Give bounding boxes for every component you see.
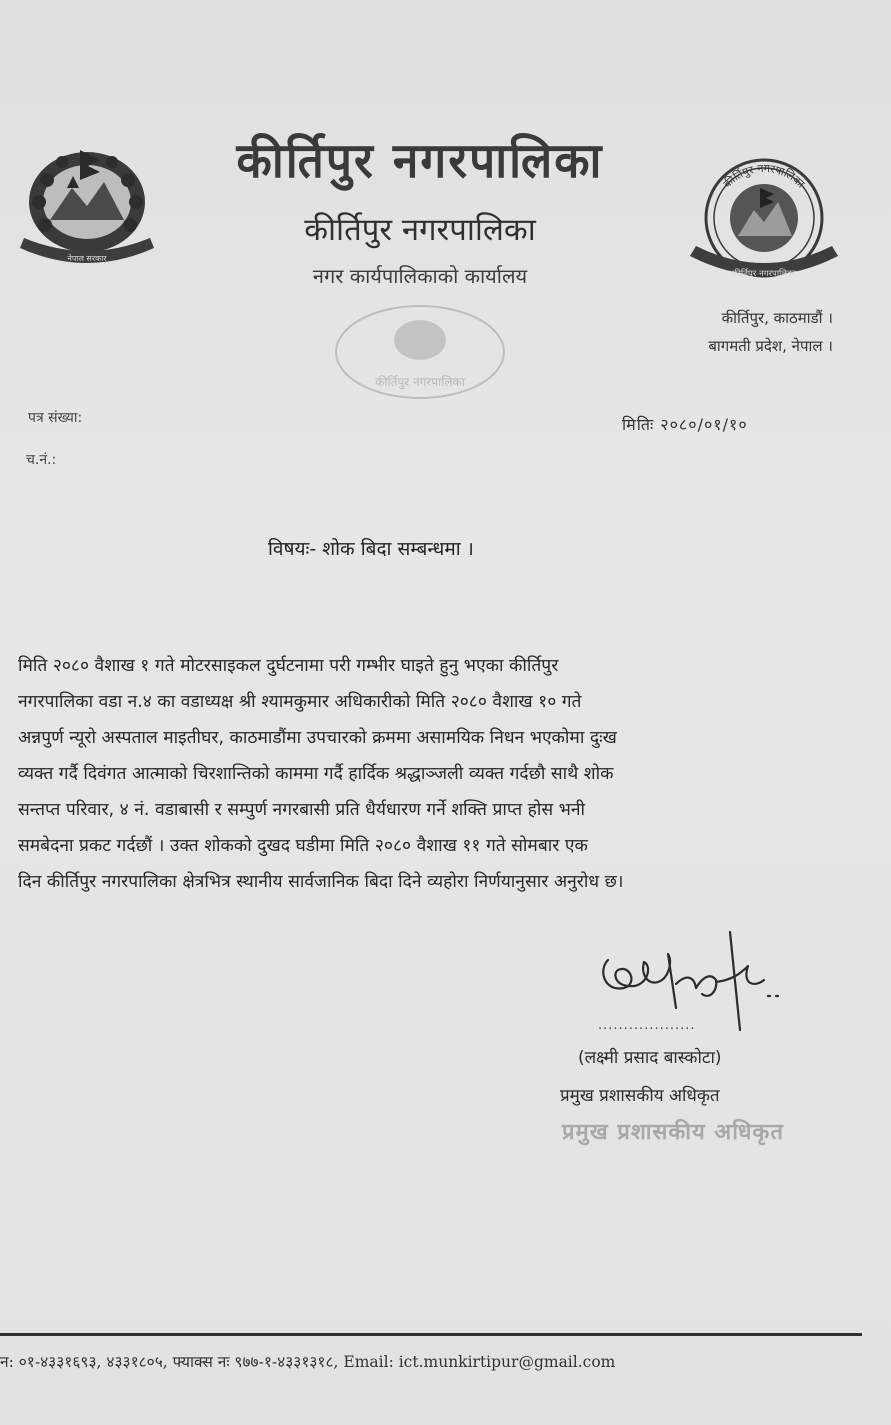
body-line: व्यक्त गर्दै दिवंगत आत्माको चिरशान्तिको काममा गर्दै हार्दिक श्रद्धाञ्जली व्यक्त गर्दछौ साथै शोक bbox=[18, 764, 614, 784]
body-line: नगरपालिका वडा न.४ का वडाध्यक्ष श्री श्यामकुमार अधिकारीको मिति २०८० वैशाख १० गते bbox=[18, 692, 582, 712]
svg-text:कीर्तिपुर नगरपालिका: कीर्तिपुर नगरपालिका bbox=[732, 269, 796, 279]
body-line: अन्नपुर्ण न्यूरो अस्पताल माइतीघर, काठमाडौंमा उपचारको क्रममा असामयिक निधन भएकोमा दुःख bbox=[18, 728, 617, 748]
svg-text:कीर्तिपुर नगरपालिका: कीर्तिपुर नगरपालिका bbox=[375, 375, 465, 389]
nepal-emblem-icon bbox=[12, 140, 162, 275]
address-line-1: कीर्तिपुर, काठमाडौं । bbox=[721, 309, 833, 327]
faint-seal-icon bbox=[330, 300, 510, 405]
signatory-title: प्रमुख प्रशासकीय अधिकृत bbox=[560, 1086, 720, 1106]
municipality-name: कीर्तिपुर नगरपालिका bbox=[304, 212, 536, 248]
svg-text:कीर्तिपुर नगरपालिका: कीर्तिपुर नगरपालिका bbox=[720, 161, 808, 191]
designation-stamp: प्रमुख प्रशासकीय अधिकृत bbox=[562, 1120, 784, 1145]
dispatch-number-label: च.नं.: bbox=[26, 452, 57, 468]
body-line: दिन कीर्तिपुर नगरपालिका क्षेत्रभित्र स्थानीय सार्वजानिक बिदा दिने व्यहोरा निर्णयानुसार अनुरोध छ। bbox=[18, 872, 624, 892]
letter-subject: विषयः- शोक बिदा सम्बन्धमा । bbox=[268, 538, 474, 560]
address-line-2: बागमती प्रदेश, नेपाल । bbox=[708, 337, 833, 355]
letter-number-label: पत्र संख्या: bbox=[28, 410, 83, 426]
svg-text:नेपाल सरकार: नेपाल सरकार bbox=[67, 254, 107, 263]
signatory-name: (लक्ष्मी प्रसाद बास्कोटा) bbox=[578, 1048, 722, 1068]
letter-date: मितिः २०८०/०१/१० bbox=[622, 415, 748, 434]
municipality-stylized-title: कीर्तिपुर नगरपालिका bbox=[236, 131, 604, 189]
footer-divider bbox=[0, 1333, 862, 1336]
office-name: नगर कार्यपालिकाको कार्यालय bbox=[312, 264, 528, 288]
municipality-logo-icon bbox=[686, 152, 842, 298]
body-line: सन्तप्त परिवार, ४ नं. वडाबासी र सम्पुर्ण नगरबासी प्रति धैर्यधारण गर्ने शक्ति प्राप्त होस भनी bbox=[18, 800, 586, 820]
letter-body bbox=[18, 648, 818, 900]
signature-line: ................... bbox=[598, 1018, 696, 1033]
footer-contact: न: ०१-४३३१६९३, ४३३१८०५, फ्याक्स नः ९७७-१-४३३१३१८, Email: ict.munkirtipur@gmail.com bbox=[0, 1353, 616, 1371]
body-line: मिति २०८० वैशाख १ गते मोटरसाइकल दुर्घटनामा परी गम्भीर घाइते हुनु भएका कीर्तिपुर bbox=[18, 656, 559, 676]
body-line: समबेदना प्रकट गर्दछौं । उक्त शोकको दुखद घडीमा मिति २०८० वैशाख ११ गते सोमबार एक bbox=[18, 836, 588, 856]
